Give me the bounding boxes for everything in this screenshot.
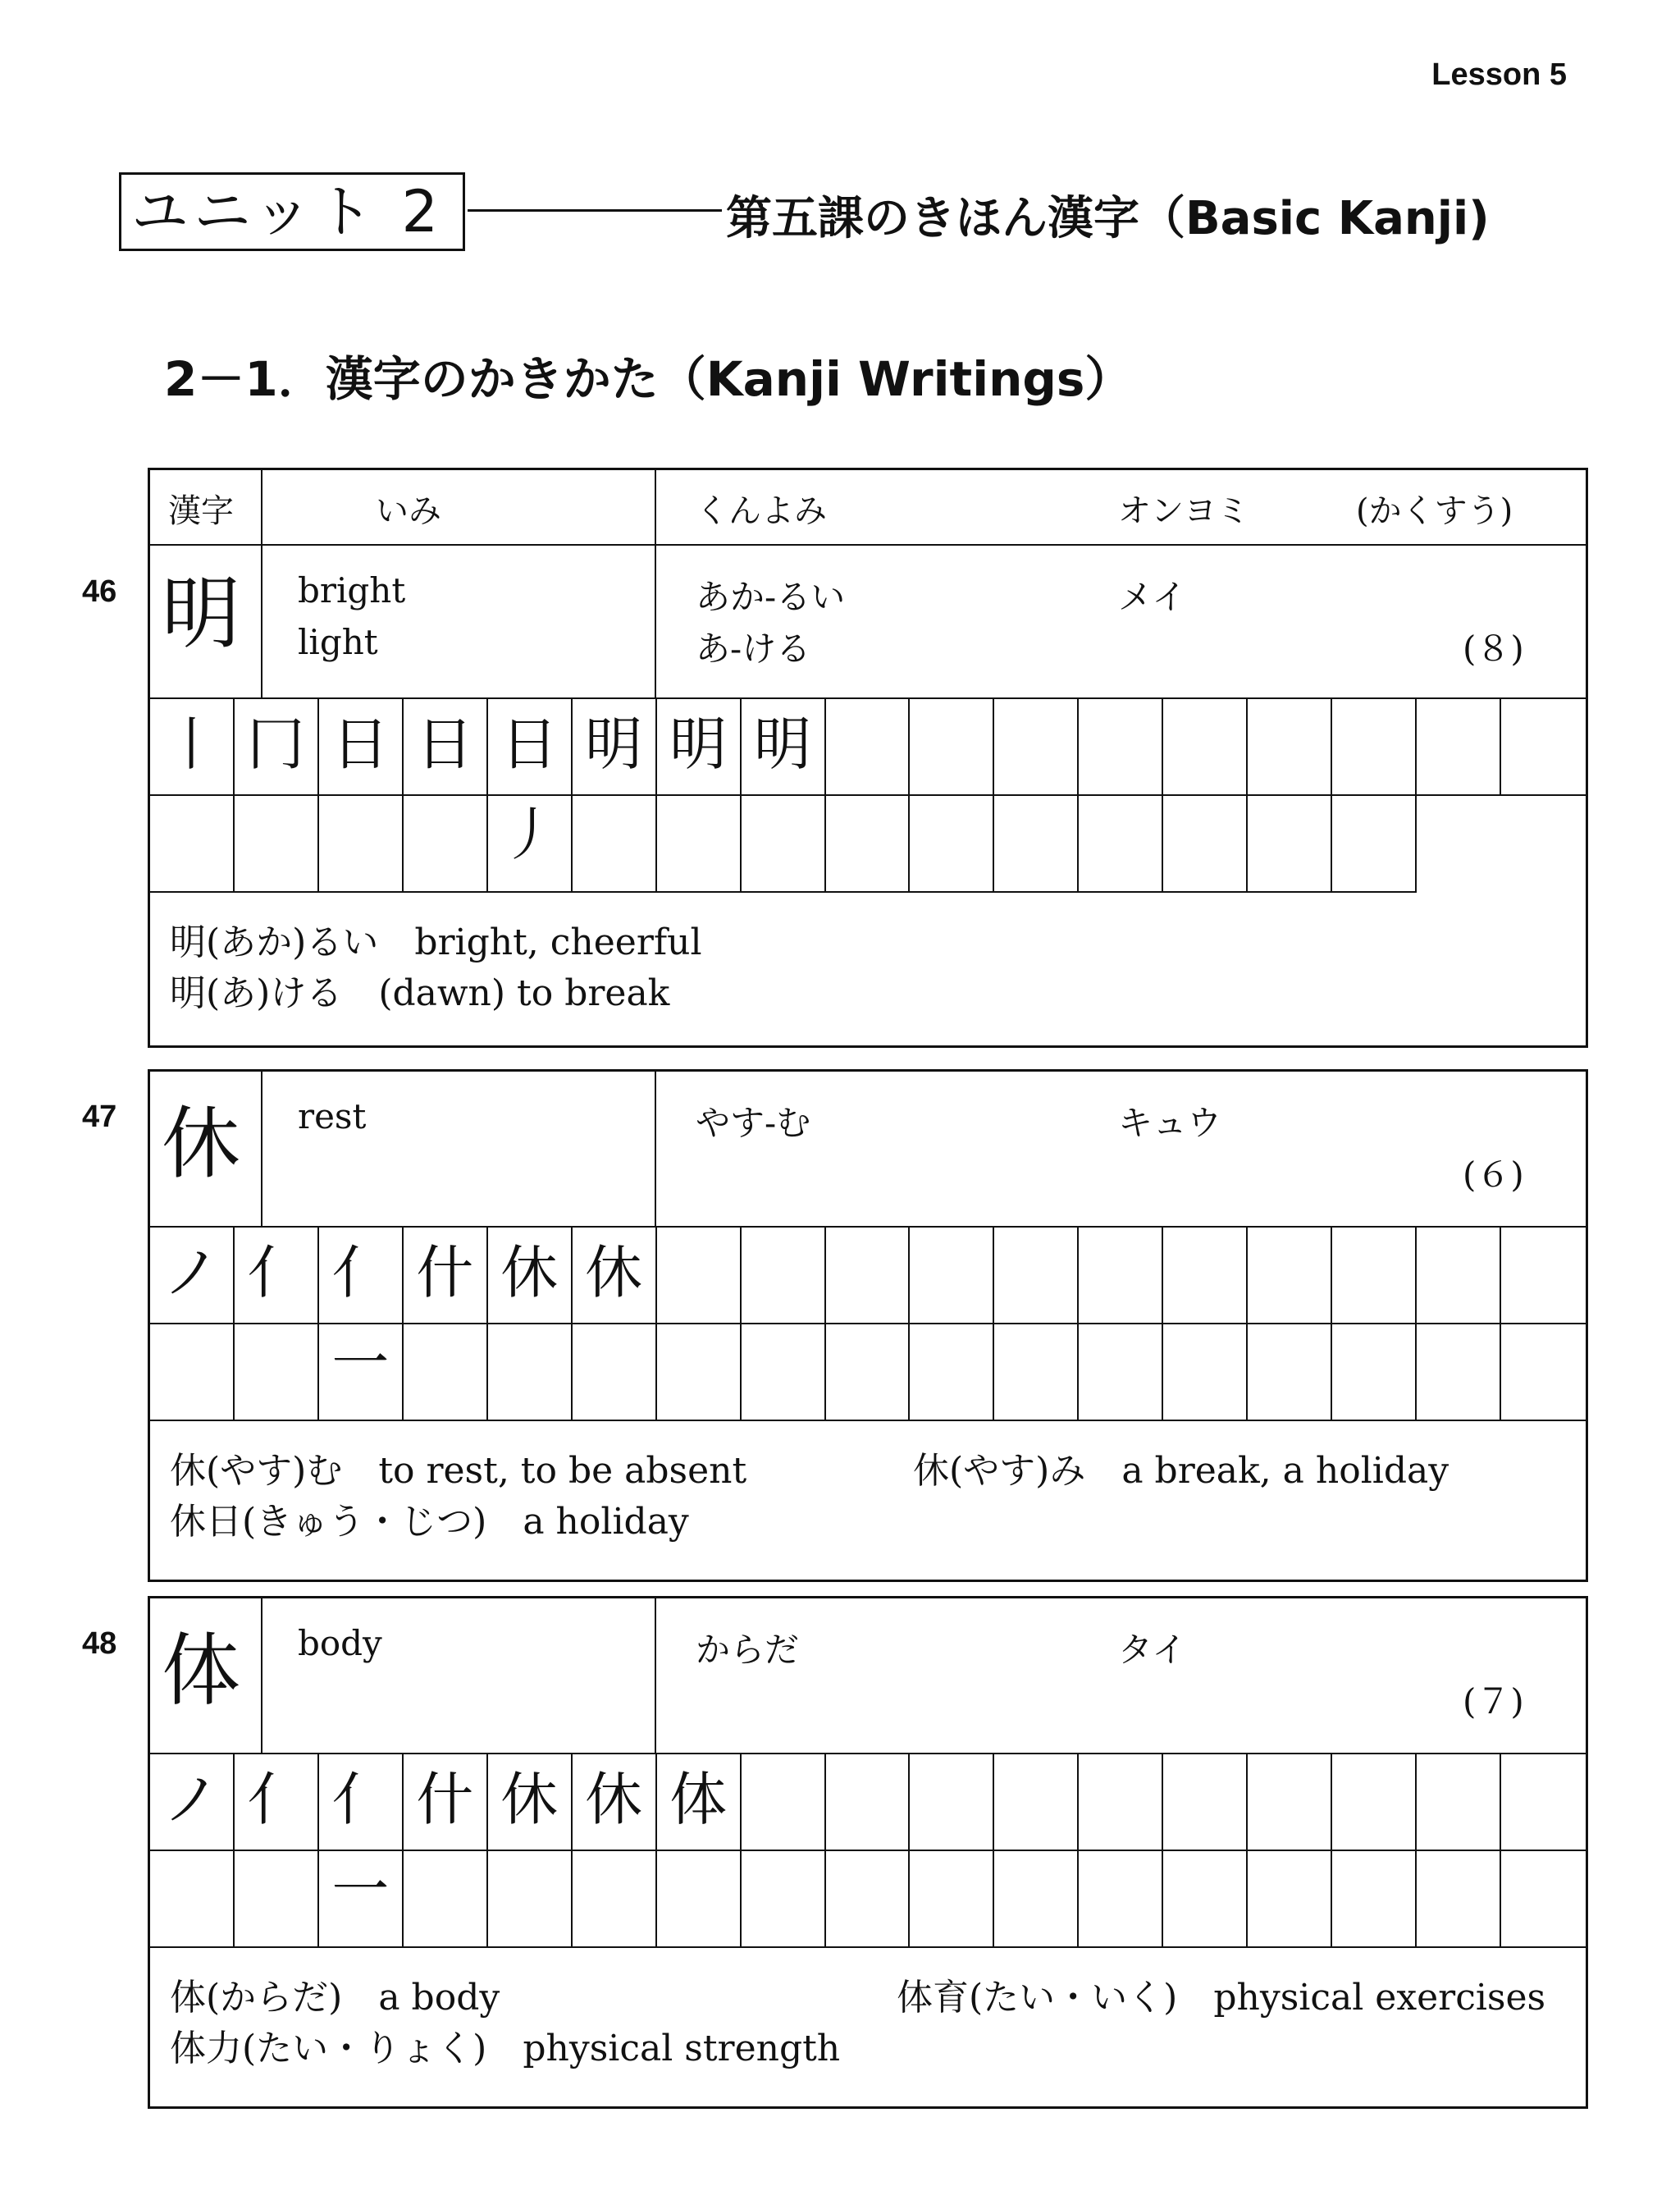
stroke-cell: 日丿 [488,699,573,796]
practice-cell[interactable] [573,796,657,893]
kun-reading: あか-るい [696,577,846,617]
practice-cell[interactable] [1079,699,1163,796]
practice-cell[interactable] [1501,699,1586,796]
stroke-cell: 亻一 [319,1228,404,1324]
stroke-cell: 冂 [235,699,319,796]
entry-info [150,1072,1586,1228]
practice-cell[interactable] [1163,1228,1248,1324]
practice-cell[interactable] [1079,796,1163,893]
practice-cell[interactable] [150,1851,235,1948]
practice-cell[interactable] [319,1324,404,1421]
header-imi: いみ [376,492,441,530]
stroke-cell: 明 [573,699,657,796]
practice-cell[interactable] [1501,1851,1586,1948]
practice-cell[interactable] [657,1324,742,1421]
practice-cell[interactable] [742,1754,826,1851]
practice-cell[interactable] [1248,699,1332,796]
practice-cell[interactable] [235,1324,319,1421]
practice-cell[interactable] [319,1851,404,1948]
entry-number: 46 [82,574,117,609]
examples [150,1948,1586,2108]
practice-cell[interactable] [1332,1324,1417,1421]
stroke-cell: 休 [573,1228,657,1324]
practice-cell[interactable] [826,1754,911,1851]
stroke-grid [150,699,1586,893]
on-reading: キュウ [1118,1103,1222,1143]
practice-cell[interactable] [235,1851,319,1948]
stroke-cell: 日 [404,699,488,796]
practice-cell[interactable] [1248,1754,1332,1851]
stroke-cell: 日 [319,699,404,796]
stroke-cell: 什 [404,1228,488,1324]
practice-cell[interactable] [1248,1228,1332,1324]
stroke-cell: 休 [488,1228,573,1324]
practice-cell[interactable] [994,1754,1079,1851]
section-title: 2－1．漢字のかきかた（Kanji Writings） [164,351,1133,407]
practice-cell[interactable] [826,796,911,893]
kun-reading: からだ [696,1630,800,1670]
practice-cell[interactable] [826,1851,911,1948]
stroke-cell: 明 [657,699,742,796]
practice-cell[interactable] [319,796,404,893]
lesson-label: Lesson 5 [1431,57,1567,92]
entry-kanji: 明 [162,568,240,660]
practice-cell[interactable] [826,1228,911,1324]
meaning: bright [298,570,406,610]
example: 休(やす)み a break, a holiday [913,1450,1449,1492]
practice-cell[interactable] [404,796,488,893]
stroke-cell: 明 [742,699,826,796]
practice-cell[interactable] [1079,1754,1163,1851]
practice-cell[interactable] [1332,1851,1417,1948]
kun-reading: やす-む [696,1103,811,1143]
practice-cell[interactable] [657,1851,742,1948]
header-kanji: 漢字 [168,492,234,530]
example: 休日(きゅう・じつ) a holiday [170,1501,689,1543]
practice-cell[interactable] [1248,1324,1332,1421]
practice-cell[interactable] [235,796,319,893]
practice-cell[interactable] [1417,1228,1501,1324]
practice-cell[interactable] [1079,1324,1163,1421]
example: 休(やす)む to rest, to be absent [170,1450,747,1492]
stroke-cell: 休 [573,1754,657,1851]
practice-cell[interactable] [1163,796,1248,893]
practice-cell[interactable] [742,1228,826,1324]
stroke-cell: 体 [657,1754,742,1851]
stroke-cell: 亻 [235,1228,319,1324]
examples [150,893,1586,1039]
practice-cell[interactable] [742,796,826,893]
practice-cell[interactable] [488,1324,573,1421]
meaning: light [298,622,378,662]
stroke-cell: ノ [150,1228,235,1324]
example: 体力(たい・りょく) physical strength [170,2028,841,2069]
practice-cell[interactable] [1417,1851,1501,1948]
practice-cell[interactable] [994,1228,1079,1324]
meaning: rest [298,1096,367,1136]
stroke-cell: 什 [404,1754,488,1851]
example: 体育(たい・いく) physical exercises [897,1977,1546,2019]
practice-cell[interactable] [404,1851,488,1948]
stroke-count: (７) [1463,1681,1524,1722]
on-reading: タイ [1118,1630,1187,1670]
practice-cell[interactable] [488,1851,573,1948]
header-onyomi: オンヨミ [1118,492,1249,530]
unit-divider-line [468,209,722,212]
practice-cell[interactable] [573,1851,657,1948]
practice-cell[interactable] [1501,1228,1586,1324]
practice-cell[interactable] [657,796,742,893]
entry-info [150,546,1586,699]
stroke-count: (８) [1463,629,1524,669]
entry-number: 47 [82,1100,117,1134]
practice-cell[interactable] [1079,1851,1163,1948]
stroke-cell: ノ [150,1754,235,1851]
examples [150,1421,1586,1581]
practice-cell[interactable] [994,699,1079,796]
practice-cell[interactable] [910,1754,994,1851]
stroke-grid [150,1754,1586,1948]
practice-cell[interactable] [1417,699,1501,796]
stroke-count: (６) [1463,1155,1524,1195]
stroke-cell: 休 [488,1754,573,1851]
stroke-cell: 亻 [235,1754,319,1851]
entry-info [150,1598,1586,1754]
example: 体(からだ) a body [170,1977,500,2019]
practice-cell[interactable] [994,1324,1079,1421]
example: 明(あか)るい bright, cheerful [170,921,702,963]
practice-cell[interactable] [994,1851,1079,1948]
unit-title: 第五課のきほん漢字（Basic Kanji) [726,192,1490,245]
practice-cell[interactable] [573,1324,657,1421]
practice-cell[interactable] [150,1324,235,1421]
practice-cell[interactable] [742,1324,826,1421]
entry-kanji: 休 [162,1098,240,1190]
practice-cell[interactable] [910,1851,994,1948]
stroke-cell: 亻一 [319,1754,404,1851]
practice-cell[interactable] [1332,1228,1417,1324]
practice-cell[interactable] [1163,1754,1248,1851]
practice-cell[interactable] [742,1851,826,1948]
kanji-entry-46 [148,468,1588,1048]
practice-cell[interactable] [657,1228,742,1324]
stroke-grid [150,1228,1586,1421]
practice-cell[interactable] [1417,1754,1501,1851]
example: 明(あ)ける (dawn) to break [170,972,670,1014]
header-strokes: (かくすう) [1356,492,1513,530]
practice-cell[interactable] [826,699,911,796]
entry-kanji: 体 [162,1625,240,1717]
practice-cell[interactable] [910,699,994,796]
kanji-entry-47 [148,1069,1588,1582]
practice-cell[interactable] [1501,1324,1586,1421]
kun-reading: あ-ける [696,629,811,669]
practice-cell[interactable] [910,1324,994,1421]
practice-cell[interactable] [910,796,994,893]
header-kunyomi: くんよみ [696,492,827,530]
practice-cell[interactable] [910,1228,994,1324]
entry-number: 48 [82,1626,117,1661]
practice-cell[interactable] [1332,699,1417,796]
practice-cell[interactable] [488,796,573,893]
practice-cell[interactable] [1332,1754,1417,1851]
practice-cell[interactable] [404,1324,488,1421]
stroke-cell: 丨 [150,699,235,796]
kanji-entry-48 [148,1596,1588,2109]
practice-cell[interactable] [1332,796,1417,893]
on-reading: メイ [1118,577,1187,617]
practice-cell[interactable] [1163,1324,1248,1421]
meaning: body [298,1623,382,1663]
practice-cell[interactable] [1501,1754,1586,1851]
practice-cell[interactable] [994,796,1079,893]
practice-cell[interactable] [826,1324,911,1421]
practice-cell[interactable] [1163,699,1248,796]
practice-cell[interactable] [150,796,235,893]
unit-box: ユニット 2 [119,172,465,251]
table-header [150,470,1586,546]
practice-cell[interactable] [1417,1324,1501,1421]
practice-cell[interactable] [1248,796,1332,893]
practice-cell[interactable] [1079,1228,1163,1324]
practice-cell[interactable] [1248,1851,1332,1948]
practice-cell[interactable] [1163,1851,1248,1948]
